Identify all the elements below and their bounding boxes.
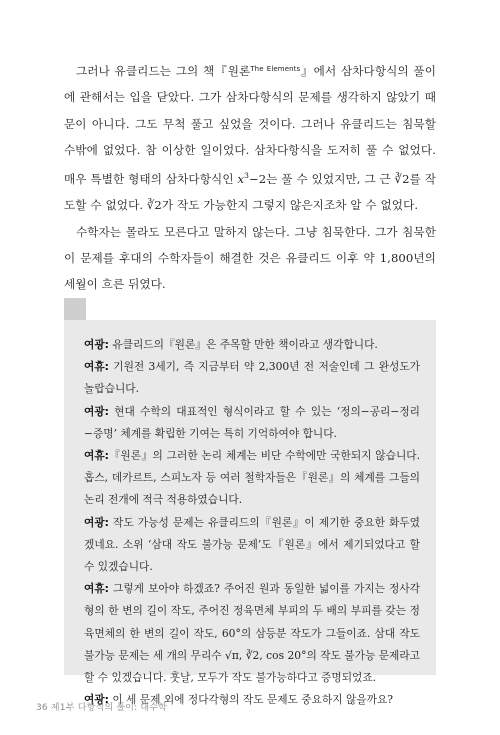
dialogue-line [84, 445, 420, 512]
dialogue-content: 유클리드의『원론』은 주목할 만한 책이라고 생각합니다. [108, 338, 378, 351]
paragraph-2: 수학자는 몰라도 모른다고 말하지 않는다. 그냥 침묵한다. 그가 침묵한 이 문제를 후대의 수학자들이 해결한 것은 유클리드 이후 약 1,800년의 세월이 흐른 뒤였다. [64, 224, 436, 292]
dialogue-text [84, 334, 420, 711]
speaker-label: 여광: [84, 515, 109, 529]
dialogue-content: 이 세 문제 외에 정다각형의 작도 문제도 중요하지 않을까요? [108, 693, 394, 707]
dialogue-line [84, 512, 420, 579]
speaker-label: 여휴: [84, 360, 109, 374]
dialogue-line [84, 401, 420, 445]
speaker-label: 여광: [84, 338, 109, 351]
main-text [64, 56, 436, 298]
speaker-label: 여휴: [84, 449, 109, 463]
dialogue-line [84, 334, 420, 356]
speaker-label: 여광: [84, 404, 109, 418]
english-title: The Elements [250, 65, 301, 73]
exponent: 3 [244, 171, 249, 181]
dialogue-content: 기원전 3세기, 즉 지금부터 약 2,300년 전 저술인데 그 완성도가 놀랍습니다. [84, 360, 420, 396]
box-corner-tab [64, 298, 86, 320]
paragraph-1: 그러나 유클리드는 그의 책『원론$^{The Elements}$』에서 삼차다항식의 풀이에 관해서는 입을 닫았다. 그가 삼차다항식의 문제를 생각하지 않았기 때문이 아니다. 그도 무척 풀고 싶었을 것이다. 그러나 유클리드는 침묵할 수밖에 없었다. 참 이상한 일이었다. 삼차다항식을 도저히 풀 수 없었다. 매우 특별한 형태의 삼차다항식인 $x^3-2$는 풀 수 있었지만, 그 근 ∛2를 작도할 수 없었다. ∛2가 작도 가능한지 그렇지 않은지조차 알 수 없었다. [64, 64, 436, 213]
dialogue-line [84, 578, 420, 689]
dialogue-line [84, 356, 420, 400]
dialogue-content: 그렇게 보아야 하겠죠? 주어진 원과 동일한 넓이를 가지는 정사각형의 한 변의 길이 작도, 주어진 정육면체 부피의 두 배의 부피를 갖는 정육면체의 한 변의 길이 작도, 60°의 삼등분 작도가 그들이죠. 삼대 작도 불가능 문제는 세 개의 무리수 √π, ∛2, cos 20°의 작도 불가능 문제라고 할 수 있겠습니다. 훗날, 모두가 작도 불가능하다고 증명되었죠. [84, 582, 420, 685]
page-footer: 36 제1부 다항식의 풀이: 대수학 [36, 703, 168, 713]
speaker-label: 여광: [84, 693, 109, 707]
variable-x: x [237, 172, 245, 187]
dialogue-content: 『원론』의 그러한 논리 체계는 비단 수학에만 국한되지 않습니다. 홉스, 데카르트, 스피노자 등 여러 철학자들은『원론』의 체계를 그들의 논리 전개에 적극 적용하였습니다. [84, 449, 420, 507]
speaker-label: 여휴: [84, 582, 109, 596]
dialogue-content: 작도 가능성 문제는 유클리드의『원론』이 제기한 중요한 화두였겠네요. 소위 ‘삼대 작도 불가능 문제’도『원론』에서 제기되었다고 할 수 있겠습니다. [84, 515, 420, 574]
dialogue-content: 현대 수학의 대표적인 형식이라고 할 수 있는 ‘정의−공리−정리−증명’ 체계를 확립한 기여는 특히 기억하여야 합니다. [84, 404, 420, 440]
